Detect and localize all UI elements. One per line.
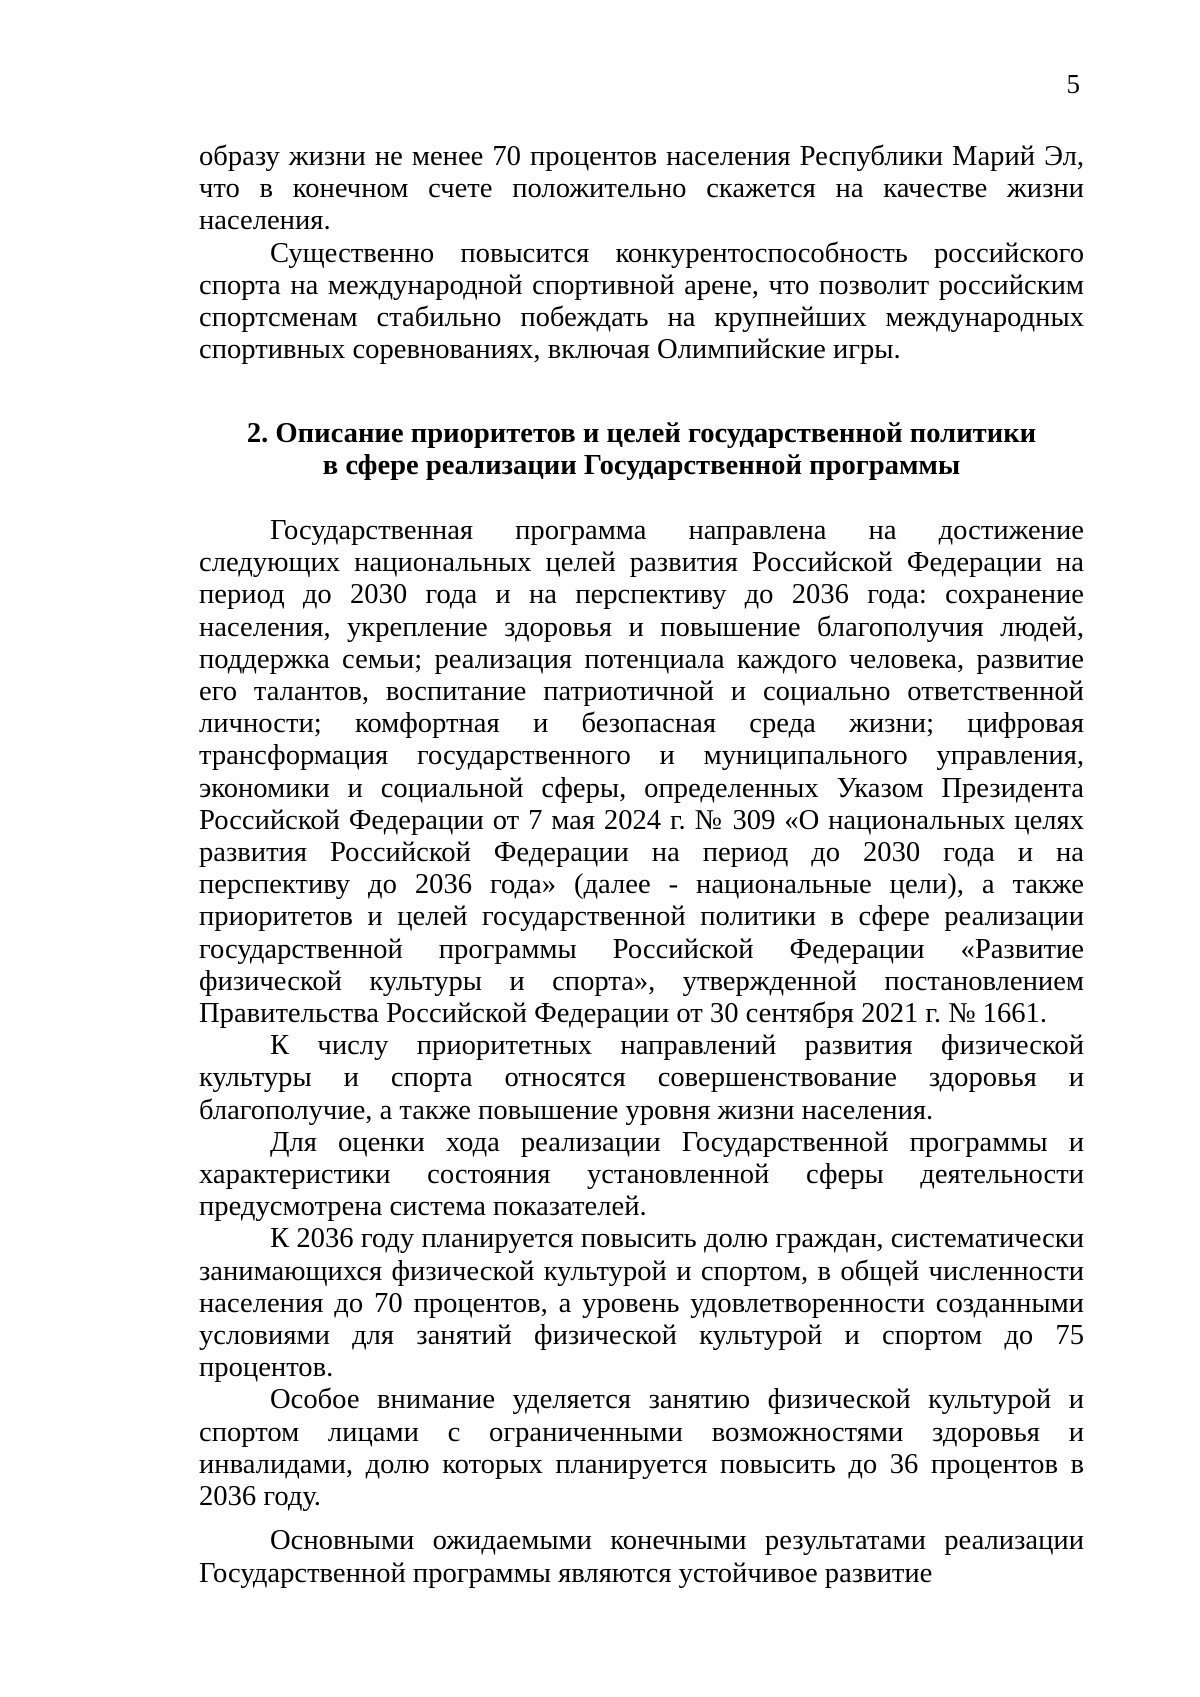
section-heading-line-1: 2. Описание приоритетов и целей государственной политики <box>246 418 1037 449</box>
section-body <box>199 515 1084 1590</box>
section-heading-line-2: в сфере реализации Государственной программы <box>322 450 961 482</box>
section-paragraph-1: Государственная программа направлена на достижение следующих национальных целей развития Российской Федерации на период до 2030 года и на перспективу до 2036 года: сохранение населения, укрепление здоровья и повышение благополучия людей, поддержка семьи; реализация потенциала каждого человека, развитие его талантов, воспитание патриотичной и социально ответственной личности; комфортная и безопасная среда жизни; цифровая трансформация государственного и муниципального управления, экономики и социальной сферы, определенных Указом Президента Российской Федерации от 7 мая 2024 г. № 309 «О национальных целях развития Российской Федерации на период до 2030 года и на перспективу до 2036 года» (далее - национальные цели), а также приоритетов и целей государственной политики в сфере реализации государственной программы Российской Федерации «Развитие физической культуры и спорта», утвержденной постановлением Правительства Российской Федерации от 30 сентября 2021 г. № 1661. <box>199 515 1084 1030</box>
intro-paragraph-2: Существенно повысится конкурентоспособность российского спорта на международной спортивной арене, что позволит российским спортсменам стабильно побеждать на крупнейших международных спортивных соревнованиях, включая Олимпийские игры. <box>199 237 1084 366</box>
section-heading <box>199 418 1084 483</box>
section-paragraph-3: Для оценки хода реализации Государственной программы и характеристики состояния установленной сферы деятельности предусмотрена система показателей. <box>199 1126 1084 1223</box>
page-number: 5 <box>1066 69 1080 99</box>
section-paragraph-2: К числу приоритетных направлений развития физической культуры и спорта относятся совершенствование здоровья и благополучие, а также повышение уровня жизни населения. <box>199 1030 1084 1126</box>
section-paragraph-6: Основными ожидаемыми конечными результатами реализации Государственной программы являются устойчивое развитие <box>199 1525 1084 1589</box>
paragraph-spacer <box>199 1513 1084 1525</box>
section-paragraph-5: Особое внимание уделяется занятию физической культурой и спортом лицами с ограниченными возможностями здоровья и инвалидами, долю которых планируется повысить до 36 процентов в 2036 году. <box>199 1384 1084 1513</box>
intro-text <box>199 141 1084 366</box>
section-paragraph-4: К 2036 году планируется повысить долю граждан, систематически занимающихся физической культурой и спортом, в общей численности населения до 70 процентов, а уровень удовлетворенности созданными условиями для занятий физической культурой и спортом до 75 процентов. <box>199 1223 1084 1384</box>
intro-paragraph-1: образу жизни не менее 70 процентов населения Республики Марий Эл, что в конечном счете положительно скажется на качестве жизни населения. <box>199 141 1084 237</box>
